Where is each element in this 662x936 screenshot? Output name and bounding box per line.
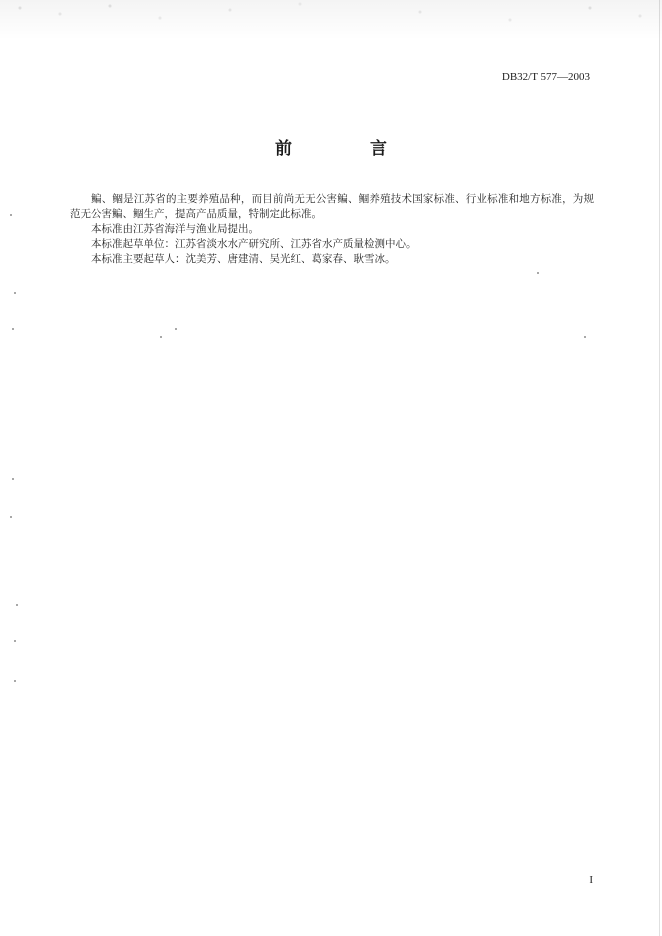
- scan-speck: [12, 478, 14, 480]
- scan-speck: [537, 272, 539, 274]
- page-title: 前 言: [275, 139, 423, 159]
- foreword-body: [70, 192, 594, 267]
- scan-speck: [16, 604, 18, 606]
- paragraph-proposer: 本标准由江苏省海洋与渔业局提出。: [91, 223, 259, 235]
- scan-speck: [14, 292, 16, 294]
- scan-speck: [12, 328, 14, 330]
- paragraph-drafting-units: 本标准起草单位：江苏省淡水水产研究所、江苏省水产质量检测中心。: [91, 238, 417, 250]
- scan-noise: [0, 0, 662, 40]
- scan-speck: [584, 336, 586, 338]
- scan-speck: [160, 336, 162, 338]
- standard-code: DB32/T 577—2003: [501, 71, 590, 83]
- scan-speck: [175, 328, 177, 330]
- page-number: I: [589, 874, 593, 886]
- scan-speck: [10, 516, 12, 518]
- scan-speck: [10, 214, 12, 216]
- paragraph-background: 鳊、鲴是江苏省的主要养殖品种，而目前尚无无公害鳊、鲴养殖技术国家标准、行业标准和地方标准，为规范无公害鳊、鲴生产，提高产品质量，特制定此标准。: [70, 193, 594, 220]
- scan-speck: [14, 640, 16, 642]
- paragraph-drafters: 本标准主要起草人：沈美芳、唐建清、吴光红、葛家春、耿雪冰。: [91, 253, 396, 265]
- scan-speck: [14, 680, 16, 682]
